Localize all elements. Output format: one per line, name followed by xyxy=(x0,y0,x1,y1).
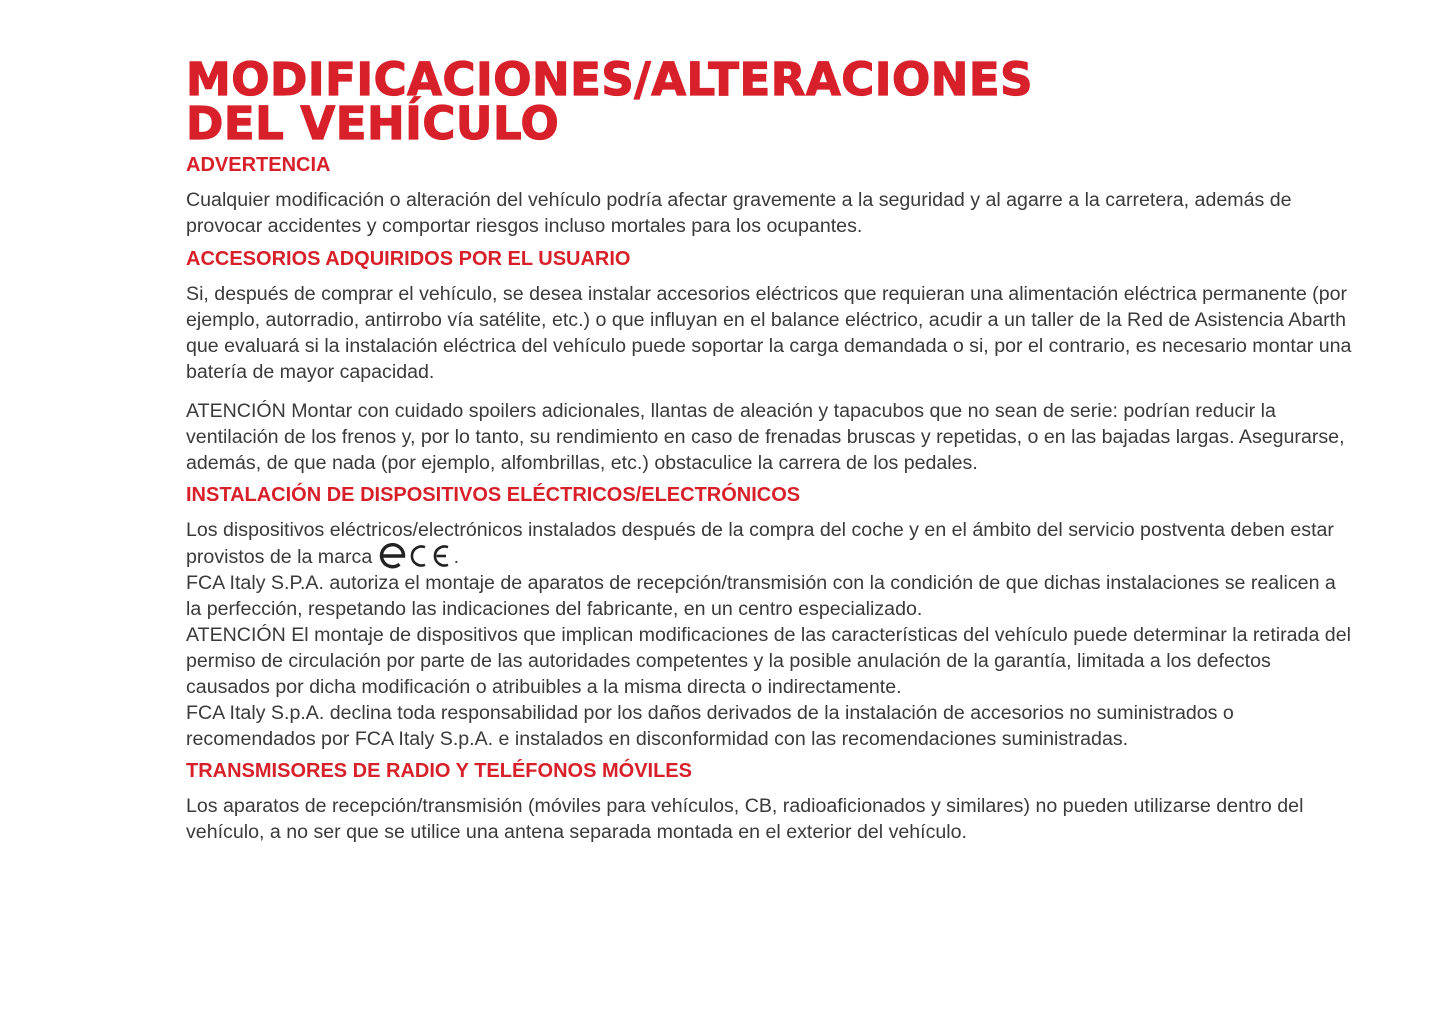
warning-heading: ADVERTENCIA xyxy=(186,154,331,176)
warning-section xyxy=(186,152,1356,239)
ce-mark-icon xyxy=(378,543,454,569)
warning-text: Cualquier modificación o alteración del vehículo podría afectar gravemente a la seguridad y al agarre a la carretera, además de provocar accidentes y comportar riesgos incluso mortales para los ocupantes. xyxy=(186,189,1292,237)
page-title xyxy=(186,53,1356,150)
devices-paragraph-4: FCA Italy S.p.A. declina toda responsabilidad por los daños derivados de la instalación de accesorios no suministrados o recomendados por FCA Italy S.p.A. e instalados en disconformidad con las recomendaciones suministradas. xyxy=(186,702,1234,750)
accessories-paragraph-1: Si, después de comprar el vehículo, se desea instalar accesorios eléctricos que requieran una alimentación eléctrica permanente (por ejemplo, autorradio, antirrobo vía satélite, etc.) o que influyan en el balance eléctrico, acudir a un taller de la Red de Asistencia Abarth que evaluará si la instalación eléctrica del vehículo puede soportar la carga demandada o si, por el contrario, es necesario montar una batería de mayor capacidad. xyxy=(186,283,1352,383)
radio-section xyxy=(186,758,1356,845)
devices-paragraph-1-end: . xyxy=(453,546,460,568)
devices-section xyxy=(186,482,1356,752)
devices-paragraph-1-text: Los dispositivos eléctricos/electrónicos instalados después de la compra del coche y en el ámbito del servicio postventa deben estar provistos de la marca xyxy=(186,519,1334,568)
page-title-line-1: MODIFICACIONES/ALTERACIONES xyxy=(186,53,1034,106)
radio-heading: TRANSMISORES DE RADIO Y TELÉFONOS MÓVILES xyxy=(186,760,692,782)
devices-paragraph-1 xyxy=(186,517,1356,570)
accessories-heading: ACCESORIOS ADQUIRIDOS POR EL USUARIO xyxy=(186,248,631,270)
manual-page xyxy=(186,53,1356,845)
radio-text: Los aparatos de recepción/transmisión (móviles para vehículos, CB, radioaficionados y similares) no pueden utilizarse dentro del vehículo, a no ser que se utilice una antena separada montada en el exterior del vehículo. xyxy=(186,795,1304,843)
accessories-section xyxy=(186,246,1356,476)
page-title-line-2: DEL VEHÍCULO xyxy=(186,97,560,150)
devices-paragraph-2: FCA Italy S.P.A. autoriza el montaje de aparatos de recepción/transmisión con la condición de que dichas instalaciones se realicen a la perfección, respetando las indicaciones del fabricante, en un centro especializado. xyxy=(186,572,1336,620)
devices-heading: INSTALACIÓN DE DISPOSITIVOS ELÉCTRICOS/ELECTRÓNICOS xyxy=(186,484,801,506)
accessories-attention-paragraph: ATENCIÓN Montar con cuidado spoilers adicionales, llantas de aleación y tapacubos que no sean de serie: podrían reducir la ventilación de los frenos y, por lo tanto, su rendimiento en caso de frenadas bruscas y repetidas, o en las bajadas largas. Asegurarse, además, de que nada (por ejemplo, alfombrillas, etc.) obstaculice la carrera de los pedales. xyxy=(186,400,1345,474)
devices-attention-paragraph: ATENCIÓN El montaje de dispositivos que implican modificaciones de las características del vehículo puede determinar la retirada del permiso de circulación por parte de las autoridades competentes y la posible anulación de la garantía, limitada a los defectos causados por dicha modificación o atribuibles a la misma directa o indirectamente. xyxy=(186,624,1351,698)
